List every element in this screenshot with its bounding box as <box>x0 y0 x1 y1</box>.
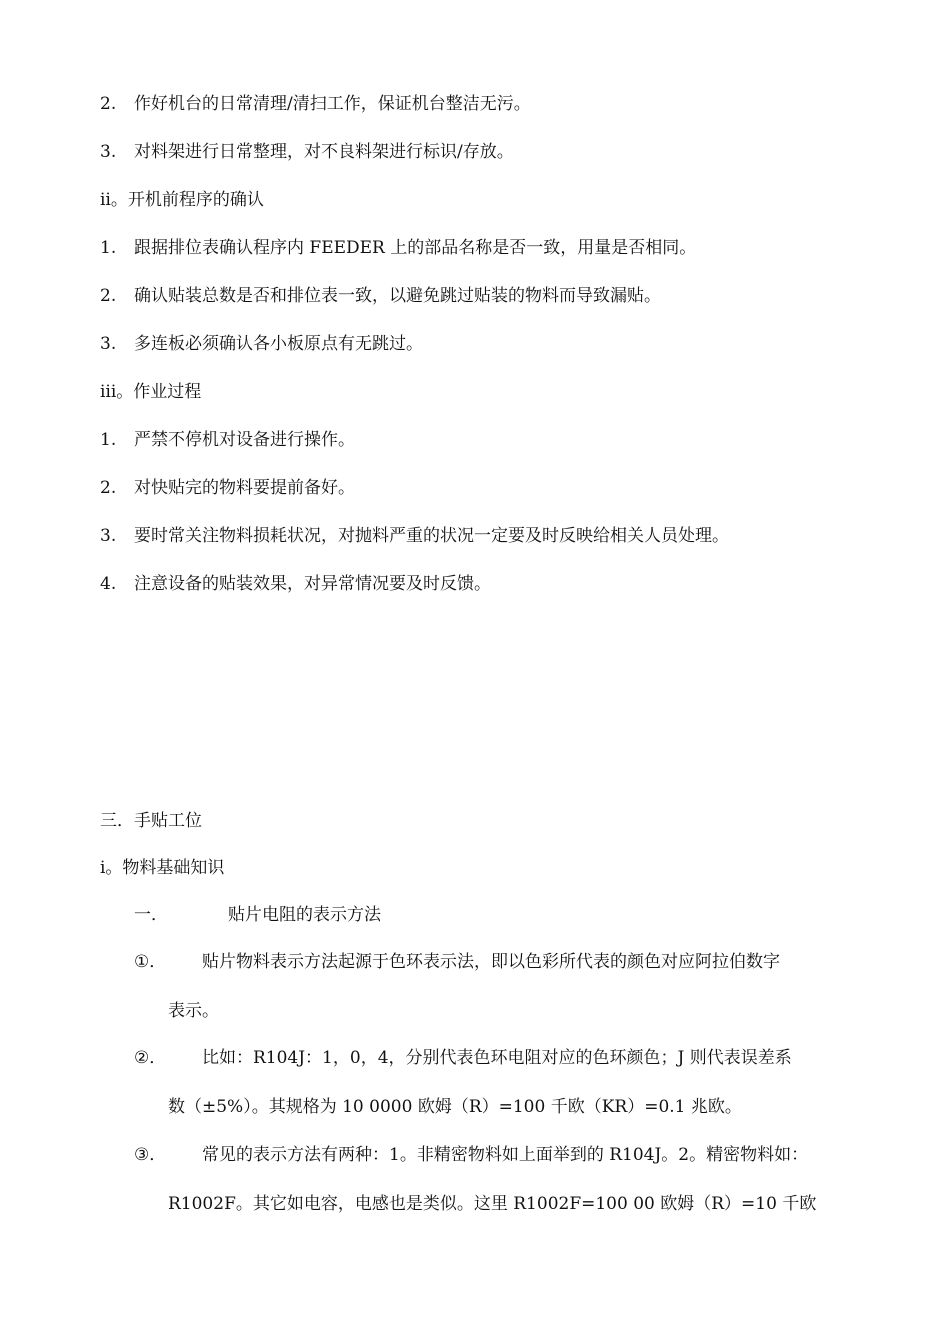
list-item-text: 对快贴完的物料要提前备好。 <box>134 478 355 498</box>
list-item <box>100 284 661 308</box>
sub-heading-text: 贴片电阻的表示方法 <box>228 905 381 925</box>
sub-heading <box>134 903 381 927</box>
point-text: 比如：R104J：1，0，4，分别代表色环电阻对应的色环颜色；J 则代表误差系 <box>202 1048 792 1068</box>
list-item-number: 1. <box>100 430 117 450</box>
point-line <box>134 1046 792 1070</box>
list-item-text: 确认贴装总数是否和排位表一致，以避免跳过贴装的物料而导致漏贴。 <box>134 286 661 306</box>
list-item-text: 对料架进行日常整理，对不良料架进行标识/存放。 <box>134 142 514 162</box>
list-item-number: 4. <box>100 574 117 594</box>
list-item-text: 严禁不停机对设备进行操作。 <box>134 430 355 450</box>
list-item-number: 3. <box>100 526 117 546</box>
list-item <box>100 140 514 164</box>
point-line <box>134 1143 808 1167</box>
point-line <box>134 950 780 974</box>
list-item-number: 2. <box>100 286 117 306</box>
list-item <box>100 428 355 452</box>
list-item-number: 2. <box>100 94 117 114</box>
list-item-text: 注意设备的贴装效果，对异常情况要及时反馈。 <box>134 574 491 594</box>
list-item-number: 3. <box>100 142 117 162</box>
section-3-heading: 三．手贴工位 <box>100 811 202 831</box>
list-item <box>100 524 729 548</box>
section-ii-heading: ⅱ。开机前程序的确认 <box>100 190 264 210</box>
list-item <box>100 332 423 356</box>
sub-heading-number: 一． <box>134 905 168 925</box>
list-item-text: 作好机台的日常清理/清扫工作，保证机台整洁无污。 <box>134 94 531 114</box>
list-item-number: 3. <box>100 334 117 354</box>
list-item <box>100 92 531 116</box>
list-item-number: 2. <box>100 478 117 498</box>
list-item-text: 多连板必须确认各小板原点有无跳过。 <box>134 334 423 354</box>
point-continuation: 数（±5%）。其规格为 10 0000 欧姆（R）=100 千欧（KR）=0.1 兆欧。 <box>168 1097 742 1117</box>
section-i-heading: ⅰ。物料基础知识 <box>100 858 225 878</box>
point-number: ①． <box>134 952 167 972</box>
point-number: ③． <box>134 1145 167 1165</box>
list-item-text: 要时常关注物料损耗状况，对抛料严重的状况一定要及时反映给相关人员处理。 <box>134 526 729 546</box>
list-item <box>100 236 696 260</box>
list-item-text: 跟据排位表确认程序内 FEEDER 上的部品名称是否一致，用量是否相同。 <box>134 238 697 258</box>
point-continuation: R1002F。其它如电容，电感也是类似。这里 R1002F=100 00 欧姆（R）=10 千欧 <box>168 1194 817 1214</box>
section-iii-heading: ⅲ。作业过程 <box>100 382 202 402</box>
list-item-number: 1. <box>100 238 117 258</box>
point-continuation: 表示。 <box>168 1001 219 1021</box>
point-number: ②． <box>134 1048 167 1068</box>
list-item <box>100 476 355 500</box>
list-item <box>100 572 491 596</box>
point-text: 常见的表示方法有两种：1。非精密物料如上面举到的 R104J。2。精密物料如： <box>202 1145 809 1165</box>
point-text: 贴片物料表示方法起源于色环表示法，即以色彩所代表的颜色对应阿拉伯数字 <box>202 952 780 972</box>
